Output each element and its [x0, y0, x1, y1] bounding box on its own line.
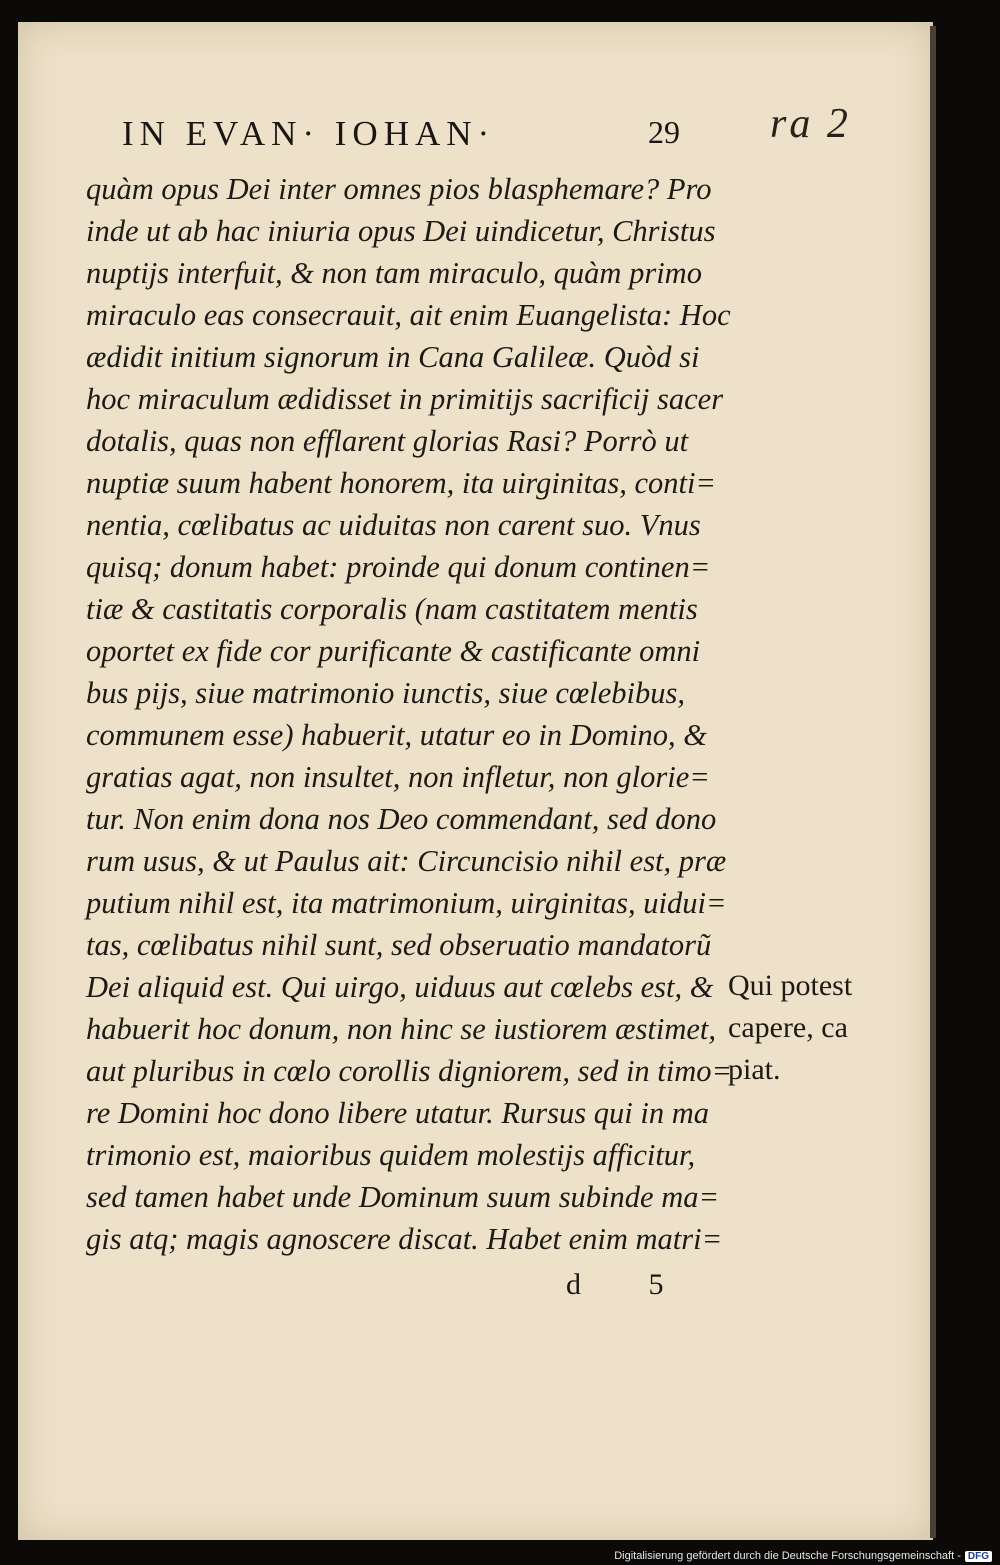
dfg-logo: DFG: [965, 1551, 992, 1562]
text-line: ædidit initium signorum in Cana Galileæ. Quòd si: [86, 340, 700, 374]
running-head: IN EVAN· IOHAN·: [122, 114, 496, 153]
digitization-credit: [614, 1550, 992, 1562]
text-line: sed tamen habet unde Dominum suum subinde ma=: [86, 1180, 720, 1214]
text-line: re Domini hoc dono libere utatur. Rursus qui in ma: [86, 1096, 709, 1130]
text-line: habuerit hoc donum, non hinc se iustiorem æstimet,: [86, 1012, 717, 1046]
marginal-line: piat.: [728, 1053, 781, 1086]
text-line: quàm opus Dei inter omnes pios blasphemare? Pro: [86, 172, 712, 206]
marginal-line: Qui potest: [728, 969, 853, 1002]
text-line: Dei aliquid est. Qui uirgo, uiduus aut cœlebs est, &: [86, 970, 714, 1004]
text-line: tur. Non enim dona nos Deo commendant, sed dono: [86, 802, 717, 836]
text-line: inde ut ab hac iniuria opus Dei uindicetur, Christus: [86, 214, 716, 248]
text-line: trimonio est, maioribus quidem molestijs afficitur,: [86, 1138, 696, 1172]
text-line: hoc miraculum ædidisset in primitijs sacrificij sacer: [86, 382, 724, 416]
text-line: miraculo eas consecrauit, ait enim Euangelista: Hoc: [86, 298, 731, 332]
text-line: dotalis, quas non efflarent glorias Rasi? Porrò ut: [86, 424, 689, 458]
text-line: nentia, cœlibatus ac uiduitas non carent suo. Vnus: [86, 508, 701, 542]
body-text: [86, 168, 732, 1260]
marginal-note: [728, 965, 852, 1091]
handwritten-annotation: ra 2: [770, 101, 851, 147]
text-line: aut pluribus in cœlo corollis digniorem, sed in timo=: [86, 1054, 733, 1088]
text-line: nuptijs interfuit, & non tam miraculo, quàm primo: [86, 256, 702, 290]
text-line: tiæ & castitatis corporalis (nam castitatem mentis: [86, 592, 698, 626]
marginal-line: capere, ca: [728, 1011, 848, 1044]
text-line: gratias agat, non insultet, non infletur, non glorie=: [86, 760, 710, 794]
page-edge: [930, 26, 936, 1538]
text-line: quisq; donum habet: proinde qui donum continen=: [86, 550, 711, 584]
text-line: oportet ex fide cor purificante & castificante omni: [86, 634, 701, 668]
text-line: bus pijs, siue matrimonio iunctis, siue cœlebibus,: [86, 676, 685, 710]
text-line: nuptiæ suum habent honorem, ita uirginitas, conti=: [86, 466, 717, 500]
text-line: rum usus, & ut Paulus ait: Circuncisio nihil est, præ: [86, 844, 727, 878]
signature-mark: d 5: [566, 1268, 694, 1301]
text-line: gis atq; magis agnoscere discat. Habet enim matri=: [86, 1222, 723, 1256]
page-number: 29: [648, 114, 680, 150]
text-line: putium nihil est, ita matrimonium, uirginitas, uidui=: [86, 886, 727, 920]
credit-text: Digitalisierung gefördert durch die Deutsche Forschungsgemeinschaft -: [614, 1550, 961, 1562]
text-line: tas, cœlibatus nihil sunt, sed obseruatio mandatorũ: [86, 928, 712, 962]
text-line: communem esse) habuerit, utatur eo in Domino, &: [86, 718, 707, 752]
